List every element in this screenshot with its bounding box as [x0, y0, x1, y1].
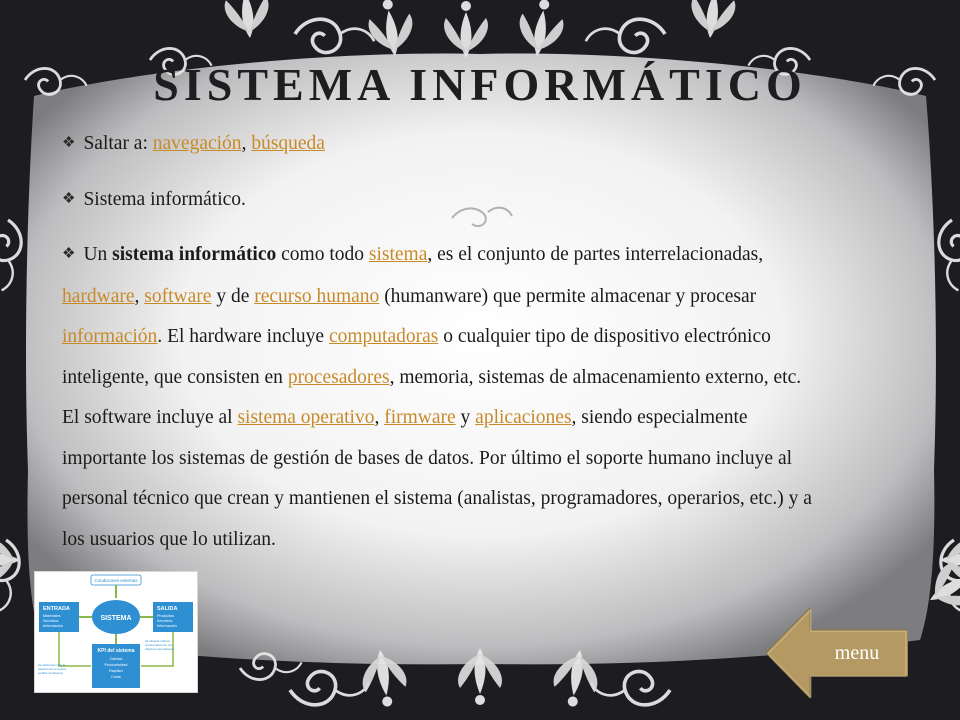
- system-diagram-image: [34, 571, 198, 693]
- diagram-left-line: Servicios: [43, 619, 59, 623]
- text-segment: . El hardware incluye: [157, 326, 329, 347]
- diagram-left-note: relación de la mejora: [38, 667, 66, 671]
- text-segment: Un: [83, 244, 113, 265]
- diamond-bullet-icon: ❖: [62, 246, 76, 262]
- text-segment: , memoria, sistemas de almacenamiento externo, etc. El software incluye al: [62, 366, 802, 428]
- bullet-heading-text: Sistema informático.: [83, 188, 246, 210]
- diagram-right-line: Productos: [157, 614, 175, 618]
- link-sistema-operativo[interactable]: sistema operativo: [237, 407, 375, 428]
- text-segment: y: [455, 407, 476, 428]
- diagram-right-title: SALIDA: [157, 606, 178, 612]
- link-busqueda[interactable]: búsqueda: [251, 133, 325, 154]
- text-segment: , es el conjunto de partes interrelacionadas,: [427, 244, 764, 265]
- diagram-left-note: posible al sistema): [38, 671, 63, 675]
- diamond-bullet-icon: ❖: [62, 190, 76, 207]
- text-segment: (humanware) que permite almacenar y procesar: [379, 285, 757, 307]
- diagram-center-label: SISTEMA: [100, 615, 132, 622]
- text-segment: y de: [211, 285, 255, 307]
- link-sistema[interactable]: sistema: [368, 244, 428, 265]
- menu-button-label: menu: [834, 641, 880, 664]
- diamond-bullet-icon: ❖: [62, 135, 76, 151]
- skip-text: Saltar a:: [83, 133, 153, 154]
- link-hardware[interactable]: hardware: [62, 285, 135, 307]
- diagram-right-line: Servicios: [157, 619, 173, 623]
- link-aplicaciones[interactable]: aplicaciones: [475, 407, 572, 428]
- diagram-kpi-line: Rapidez: [109, 669, 123, 673]
- diagram-left-line: Información: [43, 624, 63, 628]
- link-computadoras[interactable]: computadoras: [328, 326, 439, 347]
- text-segment: , siendo especialmente importante los sistemas de gestión de bases de datos. Por último el soporte humano incluye al personal técnico que crean y mantienen el sistema (analistas, programadores, operarios, etc.) y a los usuarios que lo utilizan.: [62, 407, 812, 550]
- link-software[interactable]: software: [144, 285, 212, 307]
- text-segment: ,: [134, 285, 145, 307]
- text-segment: o cualquier tipo de dispositivo electrónico inteligente, que consisten en: [62, 326, 771, 388]
- diagram-right-note: conformidad con los: [145, 643, 172, 647]
- diagram-left-line: Materiales: [43, 614, 61, 618]
- diagram-right-line: Información: [157, 624, 177, 628]
- menu-button[interactable]: [766, 608, 908, 698]
- bullet-definition: [62, 235, 822, 560]
- link-recurso-humano[interactable]: recurso humano: [254, 285, 380, 307]
- diagram-kpi-line: Calidad: [109, 657, 123, 661]
- diagram-right-note: (la eficacia mide la: [145, 639, 170, 643]
- separator-text: ,: [241, 133, 252, 154]
- slide-title: SISTEMA INFORMÁTICO: [153, 59, 807, 110]
- text-segment: como todo: [276, 244, 369, 265]
- text-segment: ,: [374, 407, 385, 428]
- bullet-heading: [62, 180, 822, 222]
- diagram-kpi-line: Productividad: [104, 663, 128, 667]
- diagram-left-title: ENTRADA: [43, 606, 70, 612]
- link-procesadores[interactable]: procesadores: [287, 366, 390, 388]
- diagram-kpi-line: Coste: [111, 675, 121, 679]
- slide-content: [62, 124, 822, 574]
- bullet-skip-links: [62, 124, 822, 166]
- bold-term: sistema informático: [112, 244, 277, 265]
- diagram-top-label: Condiciones externas: [94, 578, 138, 583]
- link-informacion[interactable]: información: [62, 326, 158, 347]
- link-firmware[interactable]: firmware: [384, 407, 456, 428]
- link-navegacion[interactable]: navegación: [152, 133, 242, 154]
- diagram-kpi-title: KPI del sistema: [97, 648, 135, 654]
- diagram-right-note: objetivos del sistema): [145, 647, 174, 651]
- diagram-left-note: (la eficiencia mide la: [38, 663, 66, 667]
